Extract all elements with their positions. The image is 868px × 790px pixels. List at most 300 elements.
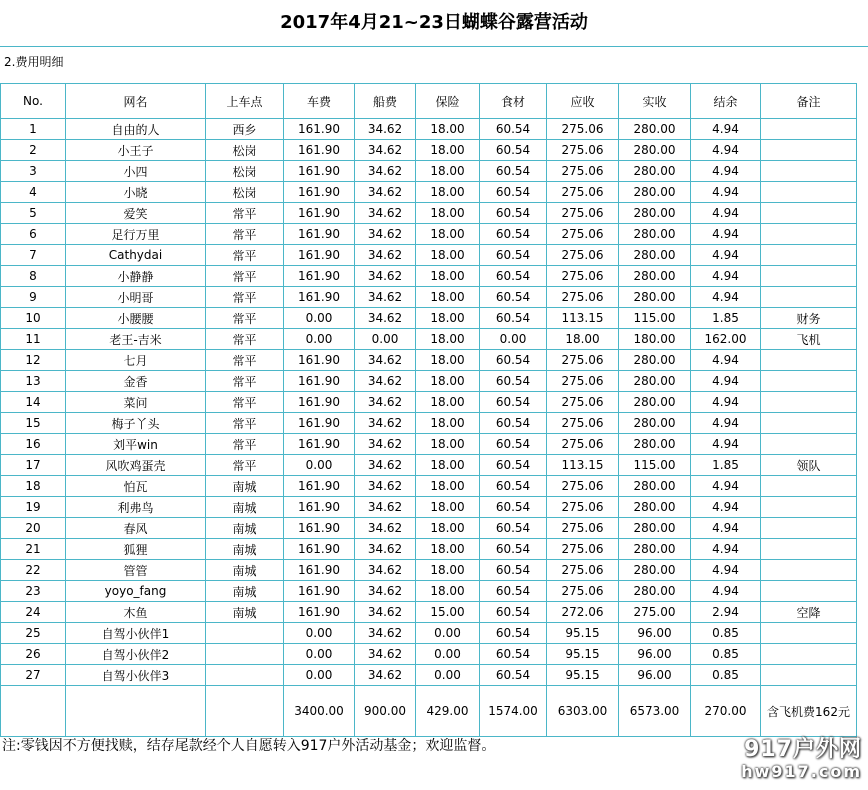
- cell-food: 60.54: [480, 308, 547, 329]
- cell-nickname: 刘平win: [66, 434, 206, 455]
- cell-nickname: 管管: [66, 560, 206, 581]
- cell-boat-fee: 34.62: [355, 518, 416, 539]
- table-row: [1, 476, 857, 497]
- cell-balance: 4.94: [691, 203, 761, 224]
- cell-bus-fee: 161.90: [284, 518, 355, 539]
- cell-insurance: 18.00: [416, 455, 480, 476]
- cell-pickup: 常平: [206, 413, 284, 434]
- cell-boat-fee: 34.62: [355, 602, 416, 623]
- cell-balance: 0.85: [691, 665, 761, 686]
- cell-received: 280.00: [619, 371, 691, 392]
- cell-receivable: 275.06: [547, 392, 619, 413]
- cell-no: 24: [1, 602, 66, 623]
- cell-received: 280.00: [619, 182, 691, 203]
- cell-balance: 4.94: [691, 560, 761, 581]
- cell-bus-fee: 161.90: [284, 392, 355, 413]
- cell-receivable: 275.06: [547, 245, 619, 266]
- cell-bus-fee: 161.90: [284, 350, 355, 371]
- cell-receivable: 275.06: [547, 581, 619, 602]
- table-row: [1, 665, 857, 686]
- table-row: [1, 392, 857, 413]
- cell-bus-fee: 0.00: [284, 623, 355, 644]
- cell-remark: [761, 665, 857, 686]
- cell-boat-fee: 34.62: [355, 287, 416, 308]
- cell-no: 13: [1, 371, 66, 392]
- cell-remark: 飞机: [761, 329, 857, 350]
- cell-receivable: 275.06: [547, 119, 619, 140]
- cell-insurance: 18.00: [416, 161, 480, 182]
- cell-receivable: 275.06: [547, 497, 619, 518]
- cell-nickname: 自驾小伙伴2: [66, 644, 206, 665]
- cell-insurance: 18.00: [416, 581, 480, 602]
- total-remark: 含飞机费162元: [761, 686, 857, 737]
- cell-insurance: 18.00: [416, 413, 480, 434]
- cell-bus-fee: 161.90: [284, 161, 355, 182]
- cell-food: 60.54: [480, 665, 547, 686]
- cell-pickup: 常平: [206, 371, 284, 392]
- cell-food: 60.54: [480, 518, 547, 539]
- cell-pickup: [206, 665, 284, 686]
- cell-insurance: 18.00: [416, 476, 480, 497]
- cell-food: 60.54: [480, 413, 547, 434]
- cell-bus-fee: 161.90: [284, 539, 355, 560]
- cell-receivable: 275.06: [547, 371, 619, 392]
- cell-remark: [761, 371, 857, 392]
- cell-insurance: 18.00: [416, 329, 480, 350]
- table-row: [1, 350, 857, 371]
- cell-insurance: 18.00: [416, 434, 480, 455]
- cell-boat-fee: 34.62: [355, 224, 416, 245]
- cell-bus-fee: 161.90: [284, 245, 355, 266]
- cell-balance: 4.94: [691, 392, 761, 413]
- cell-bus-fee: 161.90: [284, 287, 355, 308]
- cell-food: 60.54: [480, 581, 547, 602]
- cell-bus-fee: 161.90: [284, 224, 355, 245]
- cell-remark: [761, 287, 857, 308]
- cell-balance: 0.85: [691, 623, 761, 644]
- cell-received: 280.00: [619, 140, 691, 161]
- cell-receivable: 275.06: [547, 476, 619, 497]
- cell-food: 60.54: [480, 371, 547, 392]
- table-row: [1, 455, 857, 476]
- cell-balance: 4.94: [691, 266, 761, 287]
- cell-boat-fee: 34.62: [355, 371, 416, 392]
- cell-no: 8: [1, 266, 66, 287]
- cell-insurance: 18.00: [416, 350, 480, 371]
- cell-nickname: 怕瓦: [66, 476, 206, 497]
- cell-received: 280.00: [619, 497, 691, 518]
- cell-no: 12: [1, 350, 66, 371]
- cell-no: 6: [1, 224, 66, 245]
- total-pickup: [206, 686, 284, 737]
- cell-received: 280.00: [619, 119, 691, 140]
- cell-food: 60.54: [480, 287, 547, 308]
- table-row: [1, 203, 857, 224]
- cell-balance: 4.94: [691, 476, 761, 497]
- cell-bus-fee: 161.90: [284, 497, 355, 518]
- cell-no: 22: [1, 560, 66, 581]
- cell-food: 60.54: [480, 203, 547, 224]
- cell-pickup: 南城: [206, 560, 284, 581]
- header-insurance: 保险: [416, 84, 480, 119]
- cell-receivable: 275.06: [547, 140, 619, 161]
- cell-boat-fee: 34.62: [355, 623, 416, 644]
- cell-balance: 4.94: [691, 413, 761, 434]
- cell-bus-fee: 0.00: [284, 665, 355, 686]
- cell-food: 60.54: [480, 434, 547, 455]
- cell-receivable: 275.06: [547, 434, 619, 455]
- cell-insurance: 18.00: [416, 119, 480, 140]
- cell-remark: [761, 518, 857, 539]
- cell-insurance: 0.00: [416, 644, 480, 665]
- cell-pickup: 松岗: [206, 182, 284, 203]
- table-row: [1, 518, 857, 539]
- cell-food: 60.54: [480, 539, 547, 560]
- cell-no: 4: [1, 182, 66, 203]
- table-row: [1, 413, 857, 434]
- cell-received: 280.00: [619, 287, 691, 308]
- cell-food: 60.54: [480, 644, 547, 665]
- cell-nickname: 梅子丫头: [66, 413, 206, 434]
- cell-boat-fee: 34.62: [355, 455, 416, 476]
- cell-remark: [761, 434, 857, 455]
- cell-balance: 4.94: [691, 539, 761, 560]
- cell-pickup: 松岗: [206, 161, 284, 182]
- cell-insurance: 18.00: [416, 392, 480, 413]
- table-row: [1, 161, 857, 182]
- cell-insurance: 18.00: [416, 560, 480, 581]
- cell-bus-fee: 161.90: [284, 140, 355, 161]
- cell-insurance: 18.00: [416, 224, 480, 245]
- cell-no: 10: [1, 308, 66, 329]
- cell-received: 180.00: [619, 329, 691, 350]
- cell-nickname: 菜问: [66, 392, 206, 413]
- cell-insurance: 18.00: [416, 245, 480, 266]
- cell-pickup: 西乡: [206, 119, 284, 140]
- cell-pickup: 常平: [206, 434, 284, 455]
- cell-remark: [761, 539, 857, 560]
- table-row: [1, 182, 857, 203]
- cell-no: 5: [1, 203, 66, 224]
- cell-nickname: 小王子: [66, 140, 206, 161]
- cell-received: 280.00: [619, 539, 691, 560]
- cell-receivable: 275.06: [547, 287, 619, 308]
- cell-nickname: 老王-吉米: [66, 329, 206, 350]
- table-row: [1, 434, 857, 455]
- cell-no: 19: [1, 497, 66, 518]
- cell-bus-fee: 161.90: [284, 371, 355, 392]
- cell-bus-fee: 161.90: [284, 203, 355, 224]
- cell-no: 2: [1, 140, 66, 161]
- cell-remark: [761, 161, 857, 182]
- cell-remark: 领队: [761, 455, 857, 476]
- cell-nickname: yoyo_fang: [66, 581, 206, 602]
- cell-nickname: 自驾小伙伴1: [66, 623, 206, 644]
- cell-nickname: 小腰腰: [66, 308, 206, 329]
- cell-pickup: 常平: [206, 224, 284, 245]
- cell-receivable: 113.15: [547, 455, 619, 476]
- table-row: [1, 371, 857, 392]
- cell-no: 17: [1, 455, 66, 476]
- cell-bus-fee: 0.00: [284, 644, 355, 665]
- cell-bus-fee: 161.90: [284, 434, 355, 455]
- cell-pickup: 常平: [206, 329, 284, 350]
- cell-balance: 4.94: [691, 434, 761, 455]
- cell-boat-fee: 34.62: [355, 182, 416, 203]
- cell-balance: 4.94: [691, 161, 761, 182]
- cell-nickname: 金香: [66, 371, 206, 392]
- header-balance: 结余: [691, 84, 761, 119]
- sheet-title: 2017年4月21~23日蝴蝶谷露营活动: [0, 0, 868, 47]
- cell-nickname: Cathydai: [66, 245, 206, 266]
- cell-no: 20: [1, 518, 66, 539]
- cell-balance: 4.94: [691, 287, 761, 308]
- cell-received: 96.00: [619, 623, 691, 644]
- cell-food: 0.00: [480, 329, 547, 350]
- cell-food: 60.54: [480, 182, 547, 203]
- total-receivable: 6303.00: [547, 686, 619, 737]
- table-row: [1, 266, 857, 287]
- cell-nickname: 七月: [66, 350, 206, 371]
- cell-pickup: 南城: [206, 497, 284, 518]
- cell-balance: 1.85: [691, 308, 761, 329]
- cell-boat-fee: 34.62: [355, 203, 416, 224]
- table-row: [1, 287, 857, 308]
- cell-pickup: 常平: [206, 266, 284, 287]
- cell-pickup: 南城: [206, 581, 284, 602]
- cell-nickname: 自由的人: [66, 119, 206, 140]
- cell-receivable: 275.06: [547, 350, 619, 371]
- cell-received: 280.00: [619, 518, 691, 539]
- cell-no: 23: [1, 581, 66, 602]
- cell-boat-fee: 34.62: [355, 308, 416, 329]
- cell-nickname: 风吹鸡蛋壳: [66, 455, 206, 476]
- total-no: [1, 686, 66, 737]
- cell-remark: [761, 623, 857, 644]
- cell-food: 60.54: [480, 140, 547, 161]
- cell-remark: [761, 245, 857, 266]
- cell-food: 60.54: [480, 455, 547, 476]
- cell-received: 280.00: [619, 161, 691, 182]
- cell-pickup: 常平: [206, 455, 284, 476]
- cell-boat-fee: 34.62: [355, 245, 416, 266]
- cell-nickname: 小晓: [66, 182, 206, 203]
- cell-receivable: 272.06: [547, 602, 619, 623]
- cell-balance: 4.94: [691, 518, 761, 539]
- cell-balance: 4.94: [691, 140, 761, 161]
- table-row: [1, 140, 857, 161]
- cell-receivable: 95.15: [547, 623, 619, 644]
- cell-remark: [761, 560, 857, 581]
- cell-boat-fee: 34.62: [355, 644, 416, 665]
- cell-boat-fee: 34.62: [355, 266, 416, 287]
- header-no: No.: [1, 84, 66, 119]
- cell-pickup: 常平: [206, 245, 284, 266]
- cell-no: 7: [1, 245, 66, 266]
- cell-receivable: 113.15: [547, 308, 619, 329]
- cell-remark: [761, 224, 857, 245]
- cell-balance: 4.94: [691, 581, 761, 602]
- cell-received: 280.00: [619, 434, 691, 455]
- cell-food: 60.54: [480, 623, 547, 644]
- cell-received: 280.00: [619, 245, 691, 266]
- cell-boat-fee: 34.62: [355, 497, 416, 518]
- cell-food: 60.54: [480, 266, 547, 287]
- cell-boat-fee: 34.62: [355, 560, 416, 581]
- table-row: [1, 497, 857, 518]
- cell-boat-fee: 34.62: [355, 476, 416, 497]
- cell-balance: 162.00: [691, 329, 761, 350]
- cell-remark: [761, 581, 857, 602]
- cell-insurance: 18.00: [416, 203, 480, 224]
- cell-boat-fee: 34.62: [355, 665, 416, 686]
- table-row: [1, 539, 857, 560]
- cell-no: 21: [1, 539, 66, 560]
- cell-pickup: 南城: [206, 476, 284, 497]
- cell-balance: 2.94: [691, 602, 761, 623]
- table-row: [1, 329, 857, 350]
- total-food: 1574.00: [480, 686, 547, 737]
- cell-received: 280.00: [619, 476, 691, 497]
- cell-balance: 4.94: [691, 245, 761, 266]
- cell-remark: [761, 119, 857, 140]
- table-row: [1, 224, 857, 245]
- cell-food: 60.54: [480, 560, 547, 581]
- table-row: [1, 581, 857, 602]
- cell-boat-fee: 34.62: [355, 539, 416, 560]
- cell-pickup: 常平: [206, 308, 284, 329]
- cell-received: 96.00: [619, 665, 691, 686]
- cell-boat-fee: 34.62: [355, 434, 416, 455]
- cell-no: 9: [1, 287, 66, 308]
- header-receivable: 应收: [547, 84, 619, 119]
- cell-receivable: 275.06: [547, 161, 619, 182]
- cell-food: 60.54: [480, 497, 547, 518]
- cell-food: 60.54: [480, 602, 547, 623]
- cell-bus-fee: 161.90: [284, 581, 355, 602]
- cell-bus-fee: 161.90: [284, 182, 355, 203]
- cell-received: 280.00: [619, 413, 691, 434]
- cell-boat-fee: 34.62: [355, 413, 416, 434]
- cell-no: 16: [1, 434, 66, 455]
- cell-bus-fee: 0.00: [284, 455, 355, 476]
- table-header-row: [1, 84, 857, 119]
- cell-insurance: 18.00: [416, 266, 480, 287]
- cell-remark: [761, 644, 857, 665]
- cell-balance: 4.94: [691, 371, 761, 392]
- totals-row: [1, 686, 857, 737]
- cell-bus-fee: 161.90: [284, 266, 355, 287]
- cell-received: 280.00: [619, 392, 691, 413]
- cell-remark: [761, 413, 857, 434]
- cell-balance: 1.85: [691, 455, 761, 476]
- watermark-name: 917户外网: [744, 737, 862, 762]
- cell-received: 280.00: [619, 266, 691, 287]
- cell-boat-fee: 0.00: [355, 329, 416, 350]
- table-row: [1, 308, 857, 329]
- cell-balance: 4.94: [691, 224, 761, 245]
- cell-nickname: 利弗鸟: [66, 497, 206, 518]
- cell-remark: [761, 497, 857, 518]
- header-bus-fee: 车费: [284, 84, 355, 119]
- cell-nickname: 小明哥: [66, 287, 206, 308]
- cell-no: 27: [1, 665, 66, 686]
- cell-pickup: 南城: [206, 539, 284, 560]
- cell-remark: [761, 476, 857, 497]
- table-row: [1, 602, 857, 623]
- cell-no: 14: [1, 392, 66, 413]
- header-remark: 备注: [761, 84, 857, 119]
- total-bus-fee: 3400.00: [284, 686, 355, 737]
- cell-bus-fee: 161.90: [284, 476, 355, 497]
- watermark-url: hw917.com: [741, 762, 862, 781]
- cell-boat-fee: 34.62: [355, 581, 416, 602]
- cell-insurance: 0.00: [416, 665, 480, 686]
- cell-pickup: [206, 644, 284, 665]
- cell-food: 60.54: [480, 161, 547, 182]
- cell-insurance: 18.00: [416, 518, 480, 539]
- cell-received: 280.00: [619, 350, 691, 371]
- total-balance: 270.00: [691, 686, 761, 737]
- cell-receivable: 275.06: [547, 182, 619, 203]
- cell-no: 3: [1, 161, 66, 182]
- site-watermark: [741, 738, 862, 782]
- cell-boat-fee: 34.62: [355, 140, 416, 161]
- cell-nickname: 足行万里: [66, 224, 206, 245]
- cell-food: 60.54: [480, 245, 547, 266]
- cell-pickup: 常平: [206, 203, 284, 224]
- cell-received: 115.00: [619, 308, 691, 329]
- cell-bus-fee: 161.90: [284, 560, 355, 581]
- cell-insurance: 18.00: [416, 371, 480, 392]
- cell-pickup: 松岗: [206, 140, 284, 161]
- cell-receivable: 95.15: [547, 665, 619, 686]
- total-nickname: [66, 686, 206, 737]
- cell-food: 60.54: [480, 224, 547, 245]
- table-row: [1, 560, 857, 581]
- cell-no: 15: [1, 413, 66, 434]
- cell-nickname: 小四: [66, 161, 206, 182]
- cell-nickname: 春风: [66, 518, 206, 539]
- cell-bus-fee: 0.00: [284, 308, 355, 329]
- cell-insurance: 18.00: [416, 140, 480, 161]
- cell-insurance: 15.00: [416, 602, 480, 623]
- cell-nickname: 自驾小伙伴3: [66, 665, 206, 686]
- cell-food: 60.54: [480, 119, 547, 140]
- cell-remark: [761, 140, 857, 161]
- table-row: [1, 245, 857, 266]
- cell-food: 60.54: [480, 350, 547, 371]
- total-boat-fee: 900.00: [355, 686, 416, 737]
- cell-received: 280.00: [619, 203, 691, 224]
- cell-pickup: 南城: [206, 602, 284, 623]
- header-nickname: 网名: [66, 84, 206, 119]
- cell-remark: [761, 203, 857, 224]
- cell-receivable: 275.06: [547, 413, 619, 434]
- cell-bus-fee: 161.90: [284, 119, 355, 140]
- cell-remark: [761, 392, 857, 413]
- cell-remark: [761, 350, 857, 371]
- cell-balance: 0.85: [691, 644, 761, 665]
- cell-receivable: 275.06: [547, 224, 619, 245]
- total-insurance: 429.00: [416, 686, 480, 737]
- total-received: 6573.00: [619, 686, 691, 737]
- cell-receivable: 275.06: [547, 560, 619, 581]
- table-row: [1, 119, 857, 140]
- cell-no: 26: [1, 644, 66, 665]
- expense-table: [0, 83, 857, 737]
- cell-insurance: 18.00: [416, 182, 480, 203]
